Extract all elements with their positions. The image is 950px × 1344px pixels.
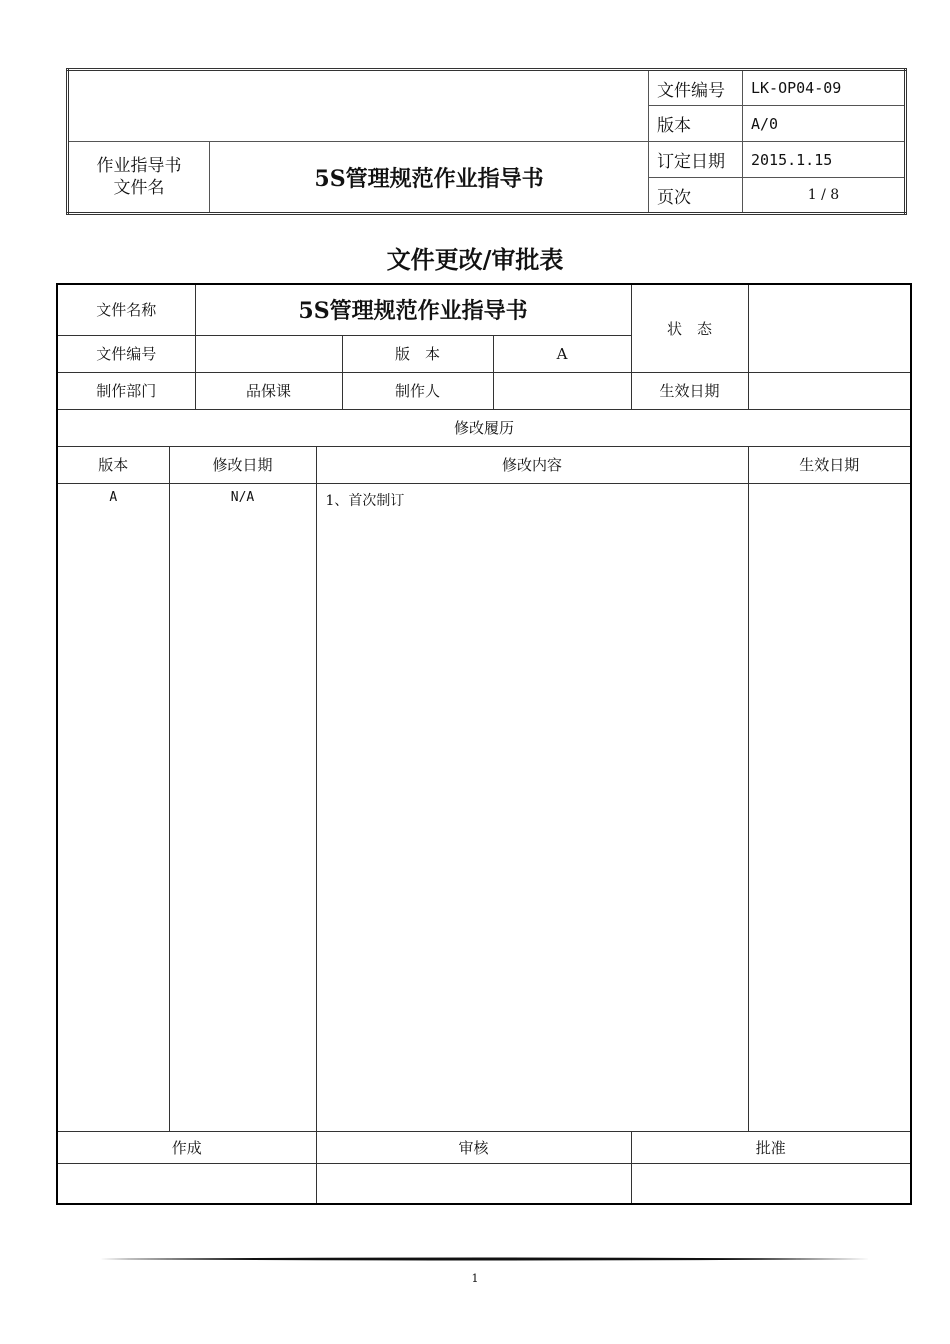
file-name-value: 5S管理规范作业指导书 [195, 284, 631, 335]
history-col-version: 版本 [57, 446, 169, 483]
sign-box-approved [631, 1163, 911, 1204]
history-version-cell: A [57, 483, 169, 1131]
history-effective-cell [748, 483, 911, 1131]
effective-date-label: 生效日期 [631, 372, 748, 409]
history-title: 修改履历 [57, 409, 911, 446]
issue-date-label: 订定日期 [649, 142, 743, 178]
status-value [748, 284, 911, 372]
section-title: 文件更改/审批表 [386, 245, 564, 274]
history-content-cell: 1、首次制订 [316, 483, 748, 1131]
guide-label [68, 142, 210, 214]
footer-divider [100, 1257, 870, 1261]
effective-date-value [748, 372, 911, 409]
file-name-label: 文件名称 [57, 284, 195, 335]
status-label: 状 态 [631, 284, 748, 372]
approval-table [56, 283, 912, 1205]
sign-label-prepared: 作成 [57, 1131, 316, 1163]
header-blank-area [68, 70, 649, 142]
sign-label-reviewed: 审核 [316, 1131, 631, 1163]
history-col-effective: 生效日期 [748, 446, 911, 483]
form-version-value: A [493, 335, 631, 372]
guide-label-line2: 文件名 [113, 178, 165, 198]
document-header-table [66, 68, 907, 215]
file-number-label: 文件编号 [57, 335, 195, 372]
doc-number-value: LK-OP04-09 [743, 70, 906, 106]
sign-label-approved: 批准 [631, 1131, 911, 1163]
form-version-label: 版 本 [342, 335, 493, 372]
page-value: 1 / 8 [743, 178, 906, 214]
department-label: 制作部门 [57, 372, 195, 409]
history-col-content: 修改内容 [316, 446, 748, 483]
page-label: 页次 [649, 178, 743, 214]
table-row [57, 483, 911, 1131]
author-value [493, 372, 631, 409]
issue-date-value: 2015.1.15 [743, 142, 906, 178]
doc-number-label: 文件编号 [649, 70, 743, 106]
guide-label-line1: 作业指导书 [96, 156, 182, 176]
department-value: 品保课 [195, 372, 342, 409]
sign-box-prepared [57, 1163, 316, 1204]
version-label: 版本 [649, 106, 743, 142]
history-col-date: 修改日期 [169, 446, 316, 483]
page-number: 1 [471, 1272, 479, 1285]
doc-title: 5S管理规范作业指导书 [210, 142, 649, 214]
version-value: A/0 [743, 106, 906, 142]
author-label: 制作人 [342, 372, 493, 409]
sign-box-reviewed [316, 1163, 631, 1204]
history-date-cell: N/A [169, 483, 316, 1131]
file-number-value [195, 335, 342, 372]
